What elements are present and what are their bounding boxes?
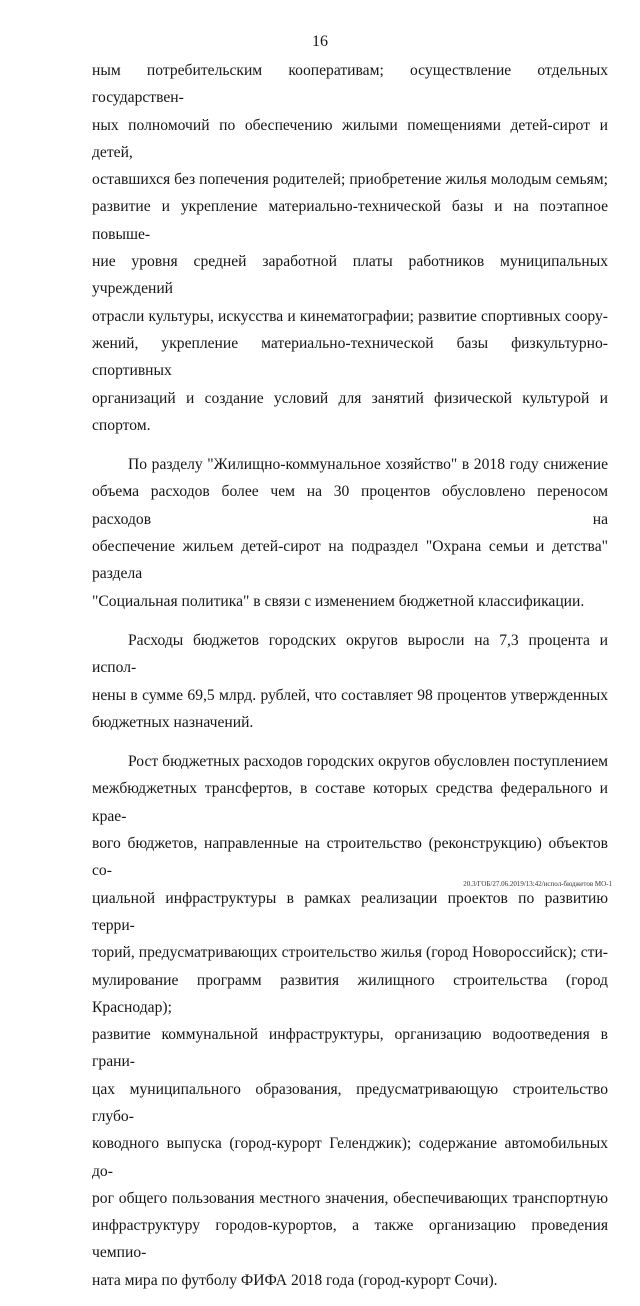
text-line: ководного выпуска (город-курорт Геленджик); содержание автомобильных до- xyxy=(92,1135,608,1180)
text-line: вого бюджетов, направленные на строительство (реконструкцию) объектов со- xyxy=(92,835,608,880)
text-line: развитие и укрепление материально-технической базы и на поэтапное повыше- xyxy=(92,198,608,243)
text-line: жений, укрепление материально-технической базы физкультурно-спортивных xyxy=(92,334,608,380)
text-line: организаций и создание условий для занятий физической культурой и спортом. xyxy=(92,389,608,434)
text-line: обеспечение жильем детей-сирот на подраздел "Охрана семьи и детства" раздела xyxy=(92,538,608,583)
text-line: инфраструктуру городов-курортов, а также организацию проведения чемпио- xyxy=(92,1217,608,1262)
paragraph xyxy=(92,57,608,439)
paragraph xyxy=(92,627,608,736)
document-footer-stamp: 20.3/ГОБ/27.06.2019/13:42/испол-бюджетов МО-1 xyxy=(463,880,612,888)
text-line: Расходы бюджетов городских округов выросли на 7,3 процента и испол- xyxy=(92,631,608,677)
text-line: нены в сумме 69,5 млрд. рублей, что составляет 98 процентов утвержденных xyxy=(92,686,608,704)
text-line: циальной инфраструктуры в рамках реализации проектов по развитию терри- xyxy=(92,889,608,934)
text-line: объема расходов более чем на 30 процентов обусловлено переносом расходов на xyxy=(92,483,608,528)
text-line: торий, предусматривающих строительство жилья (город Новороссийск); сти- xyxy=(92,944,608,962)
text-line: ние уровня средней заработной платы работников муниципальных учреждений xyxy=(92,253,608,298)
text-line: ным потребительским кооперативам; осуществление отдельных государствен- xyxy=(92,62,608,107)
text-line: Рост бюджетных расходов городских округов обусловлен поступлением xyxy=(128,753,608,771)
text-line: По разделу "Жилищно-коммунальное хозяйство" в 2018 году снижение xyxy=(128,456,608,474)
text-line: мулирование программ развития жилищного строительства (город Краснодар); xyxy=(92,971,608,1016)
paragraph xyxy=(92,451,608,615)
text-line: развитие коммунальной инфраструктуры, организацию водоотведения в грани- xyxy=(92,1026,608,1071)
text-line: отрасли культуры, искусства и кинематографии; развитие спортивных соору- xyxy=(92,307,608,325)
text-line: рог общего пользования местного значения, обеспечивающих транспортную xyxy=(92,1189,608,1207)
text-line: цах муниципального образования, предусматривающую строительство глубо- xyxy=(92,1080,608,1125)
text-line: "Социальная политика" в связи с изменением бюджетной классификации. xyxy=(92,592,585,610)
text-line: бюджетных назначений. xyxy=(92,713,254,731)
document-body xyxy=(92,57,608,1306)
text-line: оставшихся без попечения родителей; приобретение жилья молодым семьям; xyxy=(92,171,608,189)
text-line: ната мира по футболу ФИФА 2018 года (город-курорт Сочи). xyxy=(92,1271,498,1289)
text-line: ных полномочий по обеспечению жилыми помещениями детей-сирот и детей, xyxy=(92,116,608,161)
text-line: межбюджетных трансфертов, в составе которых средства федерального и крае- xyxy=(92,780,608,825)
paragraph xyxy=(92,748,608,1294)
page-number: 16 xyxy=(312,33,328,50)
